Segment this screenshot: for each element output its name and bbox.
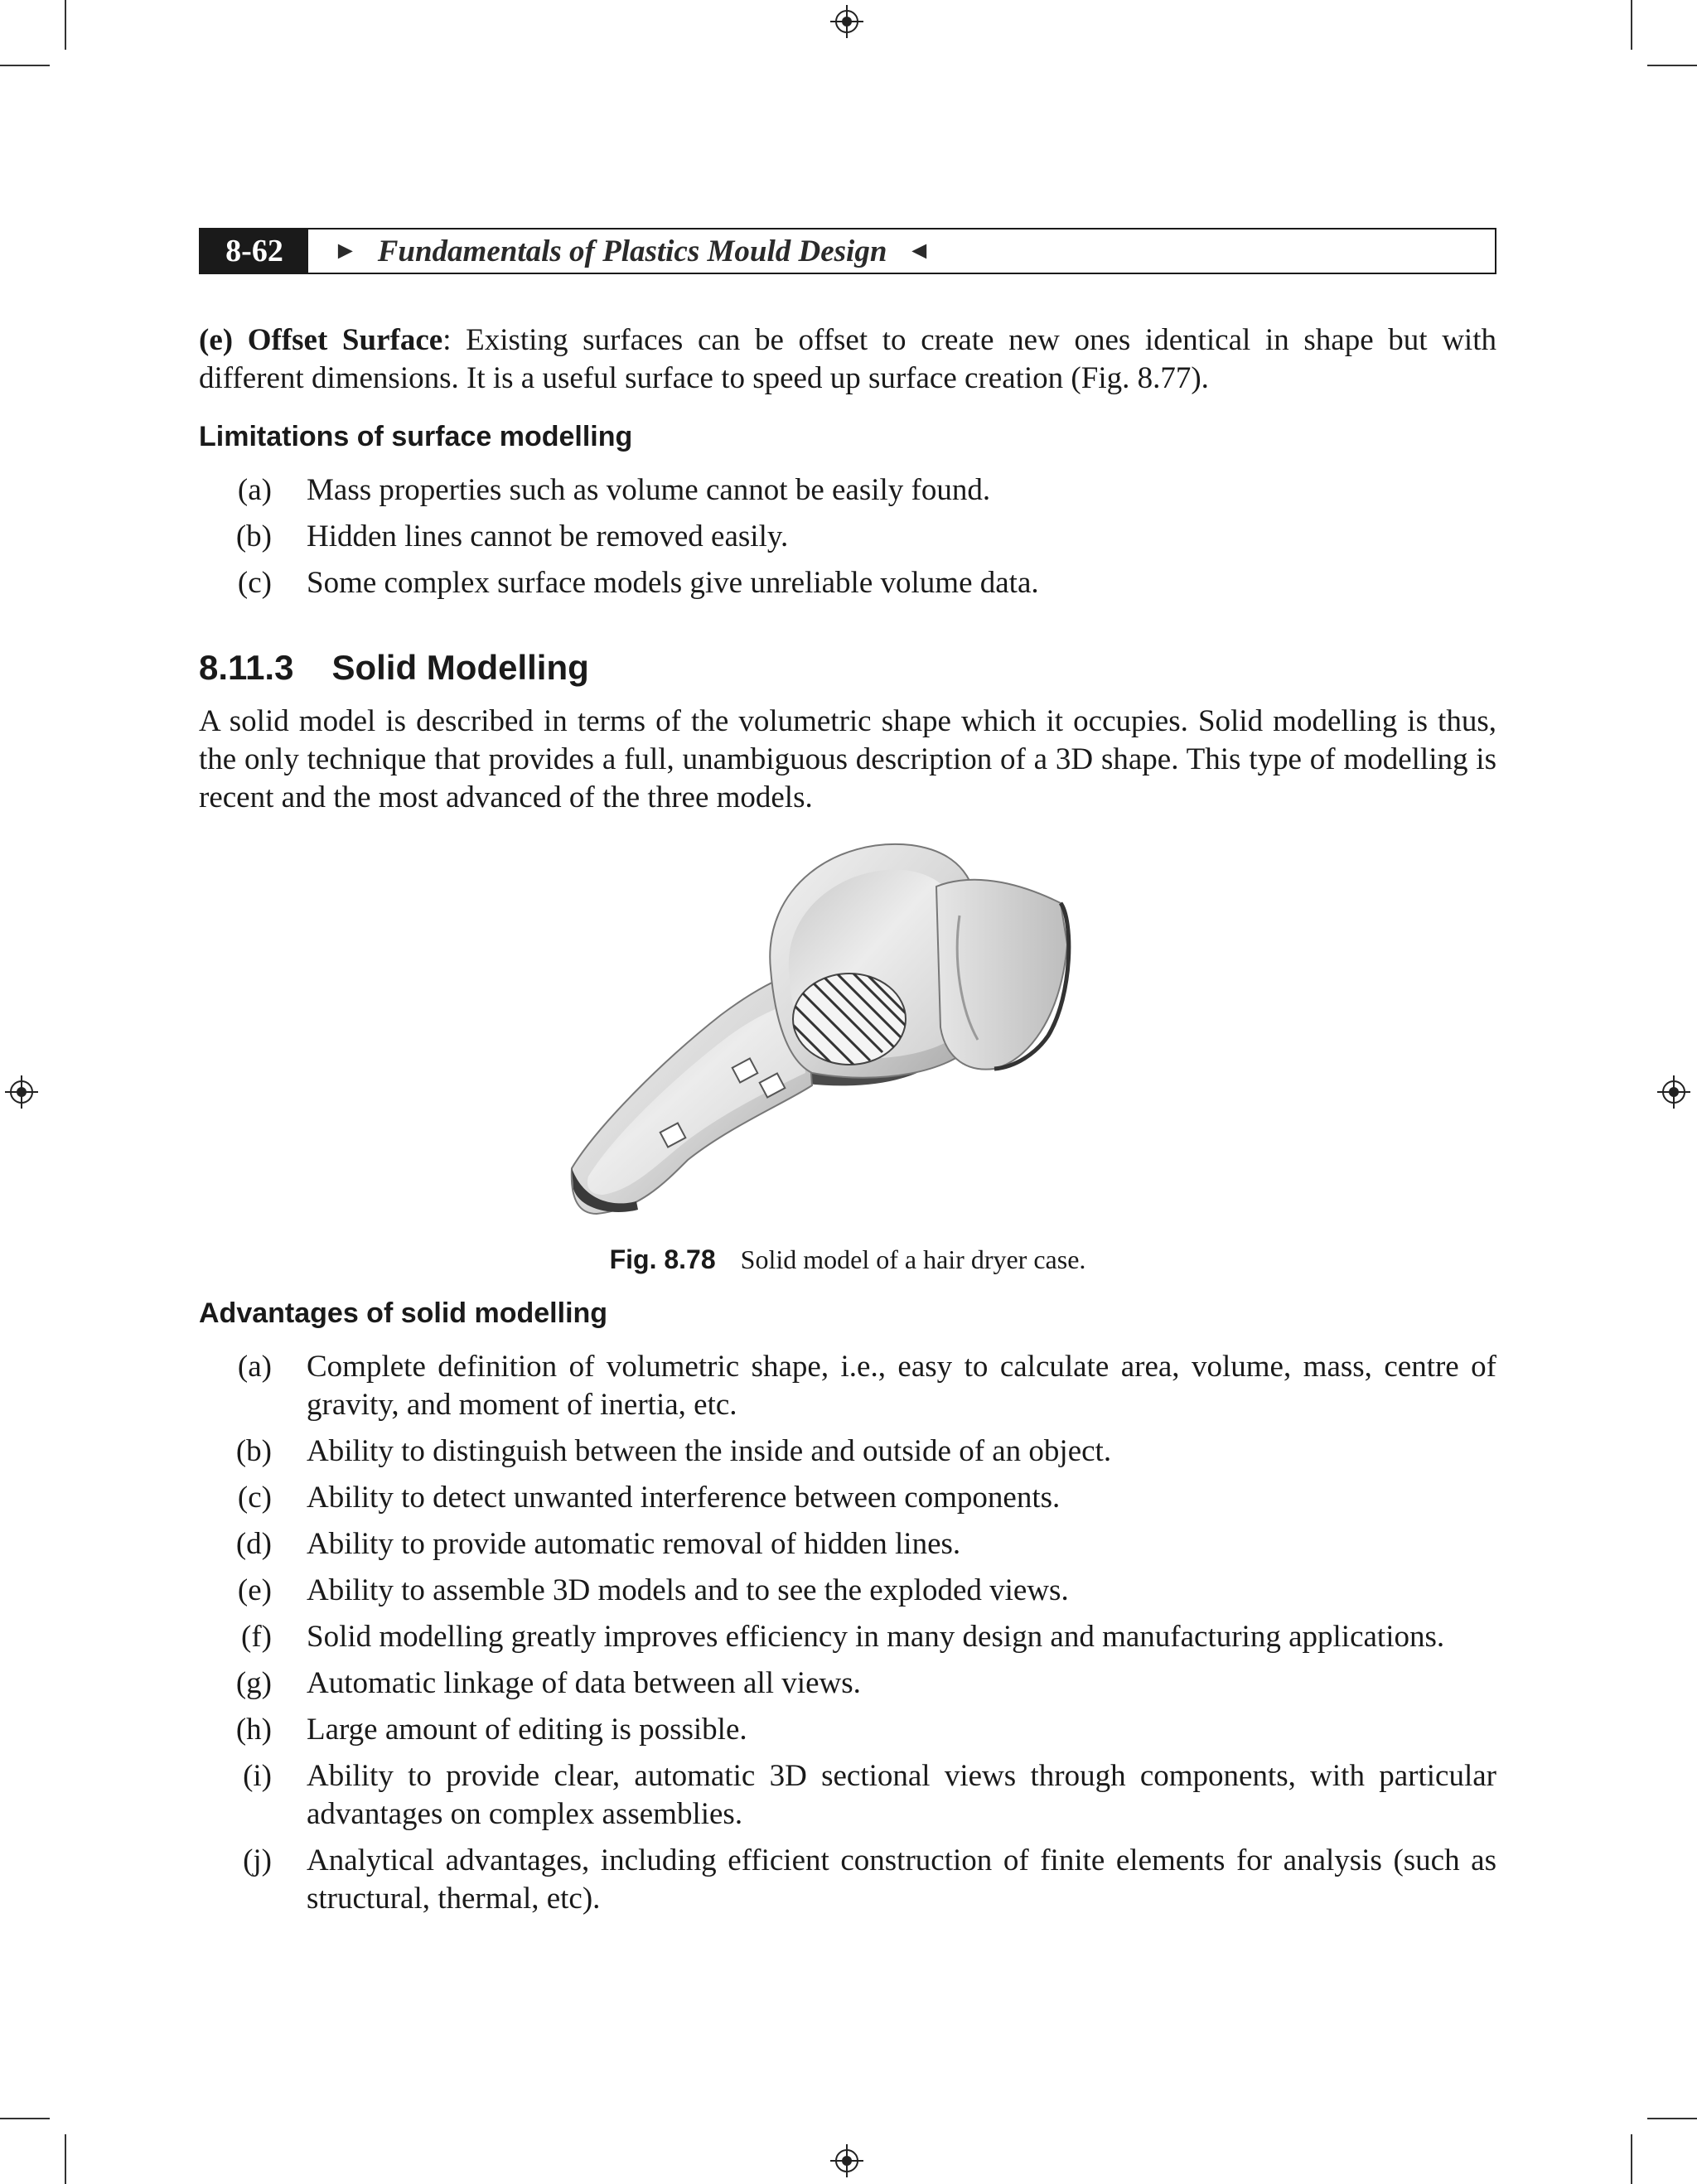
crop-mark-bottom-right-h xyxy=(1647,2118,1697,2119)
crop-mark-bottom-left-v xyxy=(65,2134,66,2184)
list-item xyxy=(199,1842,1496,1918)
list-item xyxy=(199,1525,1496,1563)
list-text: Ability to assemble 3D models and to see the exploded views. xyxy=(307,1573,1069,1607)
registration-mark-icon xyxy=(830,5,863,38)
list-marker: (c) xyxy=(237,566,272,600)
book-title-bar xyxy=(333,234,931,269)
list-marker: (j) xyxy=(243,1843,272,1877)
list-item xyxy=(199,518,1496,556)
list-marker: (d) xyxy=(235,1527,272,1561)
list-item xyxy=(199,1757,1496,1834)
figure-label: Fig. 8.78 xyxy=(609,1244,716,1274)
list-text: Automatic linkage of data between all views. xyxy=(307,1666,861,1700)
list-item xyxy=(199,1433,1496,1471)
list-marker: (a) xyxy=(237,473,272,507)
hair-dryer-case-image xyxy=(563,837,1143,1226)
list-marker: (c) xyxy=(237,1481,272,1515)
section-title: Solid Modelling xyxy=(331,648,589,687)
list-marker: (i) xyxy=(243,1759,272,1793)
crop-mark-top-left-v xyxy=(65,0,66,50)
book-title: Fundamentals of Plastics Mould Design xyxy=(377,234,887,268)
advantages-section xyxy=(199,1297,1496,1926)
list-item xyxy=(199,1572,1496,1610)
list-marker: (b) xyxy=(235,1434,272,1468)
left-triangle-icon: ◄ xyxy=(907,237,932,264)
list-marker: (h) xyxy=(235,1713,272,1747)
list-item xyxy=(199,1618,1496,1656)
list-marker: (e) xyxy=(237,1573,272,1607)
figure-caption-text: Solid model of a hair dryer case. xyxy=(740,1244,1086,1274)
list-item xyxy=(199,564,1496,602)
list-text: Hidden lines cannot be removed easily. xyxy=(307,519,789,553)
list-text: Ability to provide clear, automatic 3D sectional views through components, with particular advantages on complex assemblies. xyxy=(307,1759,1496,1831)
advantages-list xyxy=(199,1348,1496,1918)
list-text: Ability to distinguish between the inside and outside of an object. xyxy=(307,1434,1112,1468)
crop-mark-bottom-right-v xyxy=(1631,2134,1632,2184)
right-triangle-icon: ► xyxy=(333,237,358,264)
crop-mark-top-right-h xyxy=(1647,65,1697,66)
advantages-heading: Advantages of solid modelling xyxy=(199,1297,608,1329)
registration-mark-icon xyxy=(1657,1075,1690,1109)
list-item xyxy=(199,471,1496,510)
limitations-list xyxy=(199,471,1496,602)
list-text: Analytical advantages, including efficient construction of finite elements for analysis (such as structural, thermal, etc). xyxy=(307,1843,1496,1916)
crop-mark-bottom-left-h xyxy=(0,2118,50,2119)
list-item xyxy=(199,1665,1496,1703)
list-item xyxy=(199,1479,1496,1517)
crop-mark-top-right-v xyxy=(1631,0,1632,50)
list-item xyxy=(199,1711,1496,1749)
list-text: Some complex surface models give unreliable volume data. xyxy=(307,566,1039,600)
section-heading xyxy=(199,648,1496,688)
list-item xyxy=(199,1348,1496,1424)
crop-mark-top-left-h xyxy=(0,65,50,66)
figure-caption xyxy=(199,1244,1496,1275)
list-text: Ability to detect unwanted interference between components. xyxy=(307,1481,1061,1515)
list-marker: (b) xyxy=(235,519,272,553)
limitations-heading: Limitations of surface modelling xyxy=(199,421,633,452)
list-marker: (a) xyxy=(237,1350,272,1384)
section-number: 8.11.3 xyxy=(199,648,294,687)
list-text: Solid modelling greatly improves efficiency in many design and manufacturing applications. xyxy=(307,1620,1445,1654)
list-text: Mass properties such as volume cannot be easily found. xyxy=(307,473,991,507)
registration-mark-icon xyxy=(5,1075,38,1109)
list-marker: (g) xyxy=(235,1666,272,1700)
list-text: Complete definition of volumetric shape, i.e., easy to calculate area, volume, mass, centre of gravity, and moment of inertia, etc. xyxy=(307,1350,1496,1422)
list-text: Large amount of editing is possible. xyxy=(307,1713,747,1747)
hair-dryer-case-figure xyxy=(563,837,1143,1226)
list-text: Ability to provide automatic removal of hidden lines. xyxy=(307,1527,961,1561)
list-marker: (f) xyxy=(241,1620,272,1654)
page-number: 8-62 xyxy=(201,230,308,273)
offset-surface-label: (e) Offset Surface xyxy=(199,323,443,357)
solid-modelling-section xyxy=(199,648,1496,817)
offset-surface-paragraph xyxy=(199,321,1496,398)
running-header xyxy=(199,228,1496,274)
solid-modelling-paragraph: A solid model is described in terms of the volumetric shape which it occupies. Solid modelling is thus, the only technique that provides a full, unambiguous description of a 3D shape. This type of modelling is recent and the most advanced of the three models. xyxy=(199,704,1496,814)
registration-mark-icon xyxy=(830,2144,863,2177)
limitations-section xyxy=(199,421,1496,611)
offset-surface-text: : Existing surfaces can be offset to create new ones identical in shape but with different dimensions. It is a useful surface to speed up surface creation (Fig. 8.77). xyxy=(199,323,1496,395)
